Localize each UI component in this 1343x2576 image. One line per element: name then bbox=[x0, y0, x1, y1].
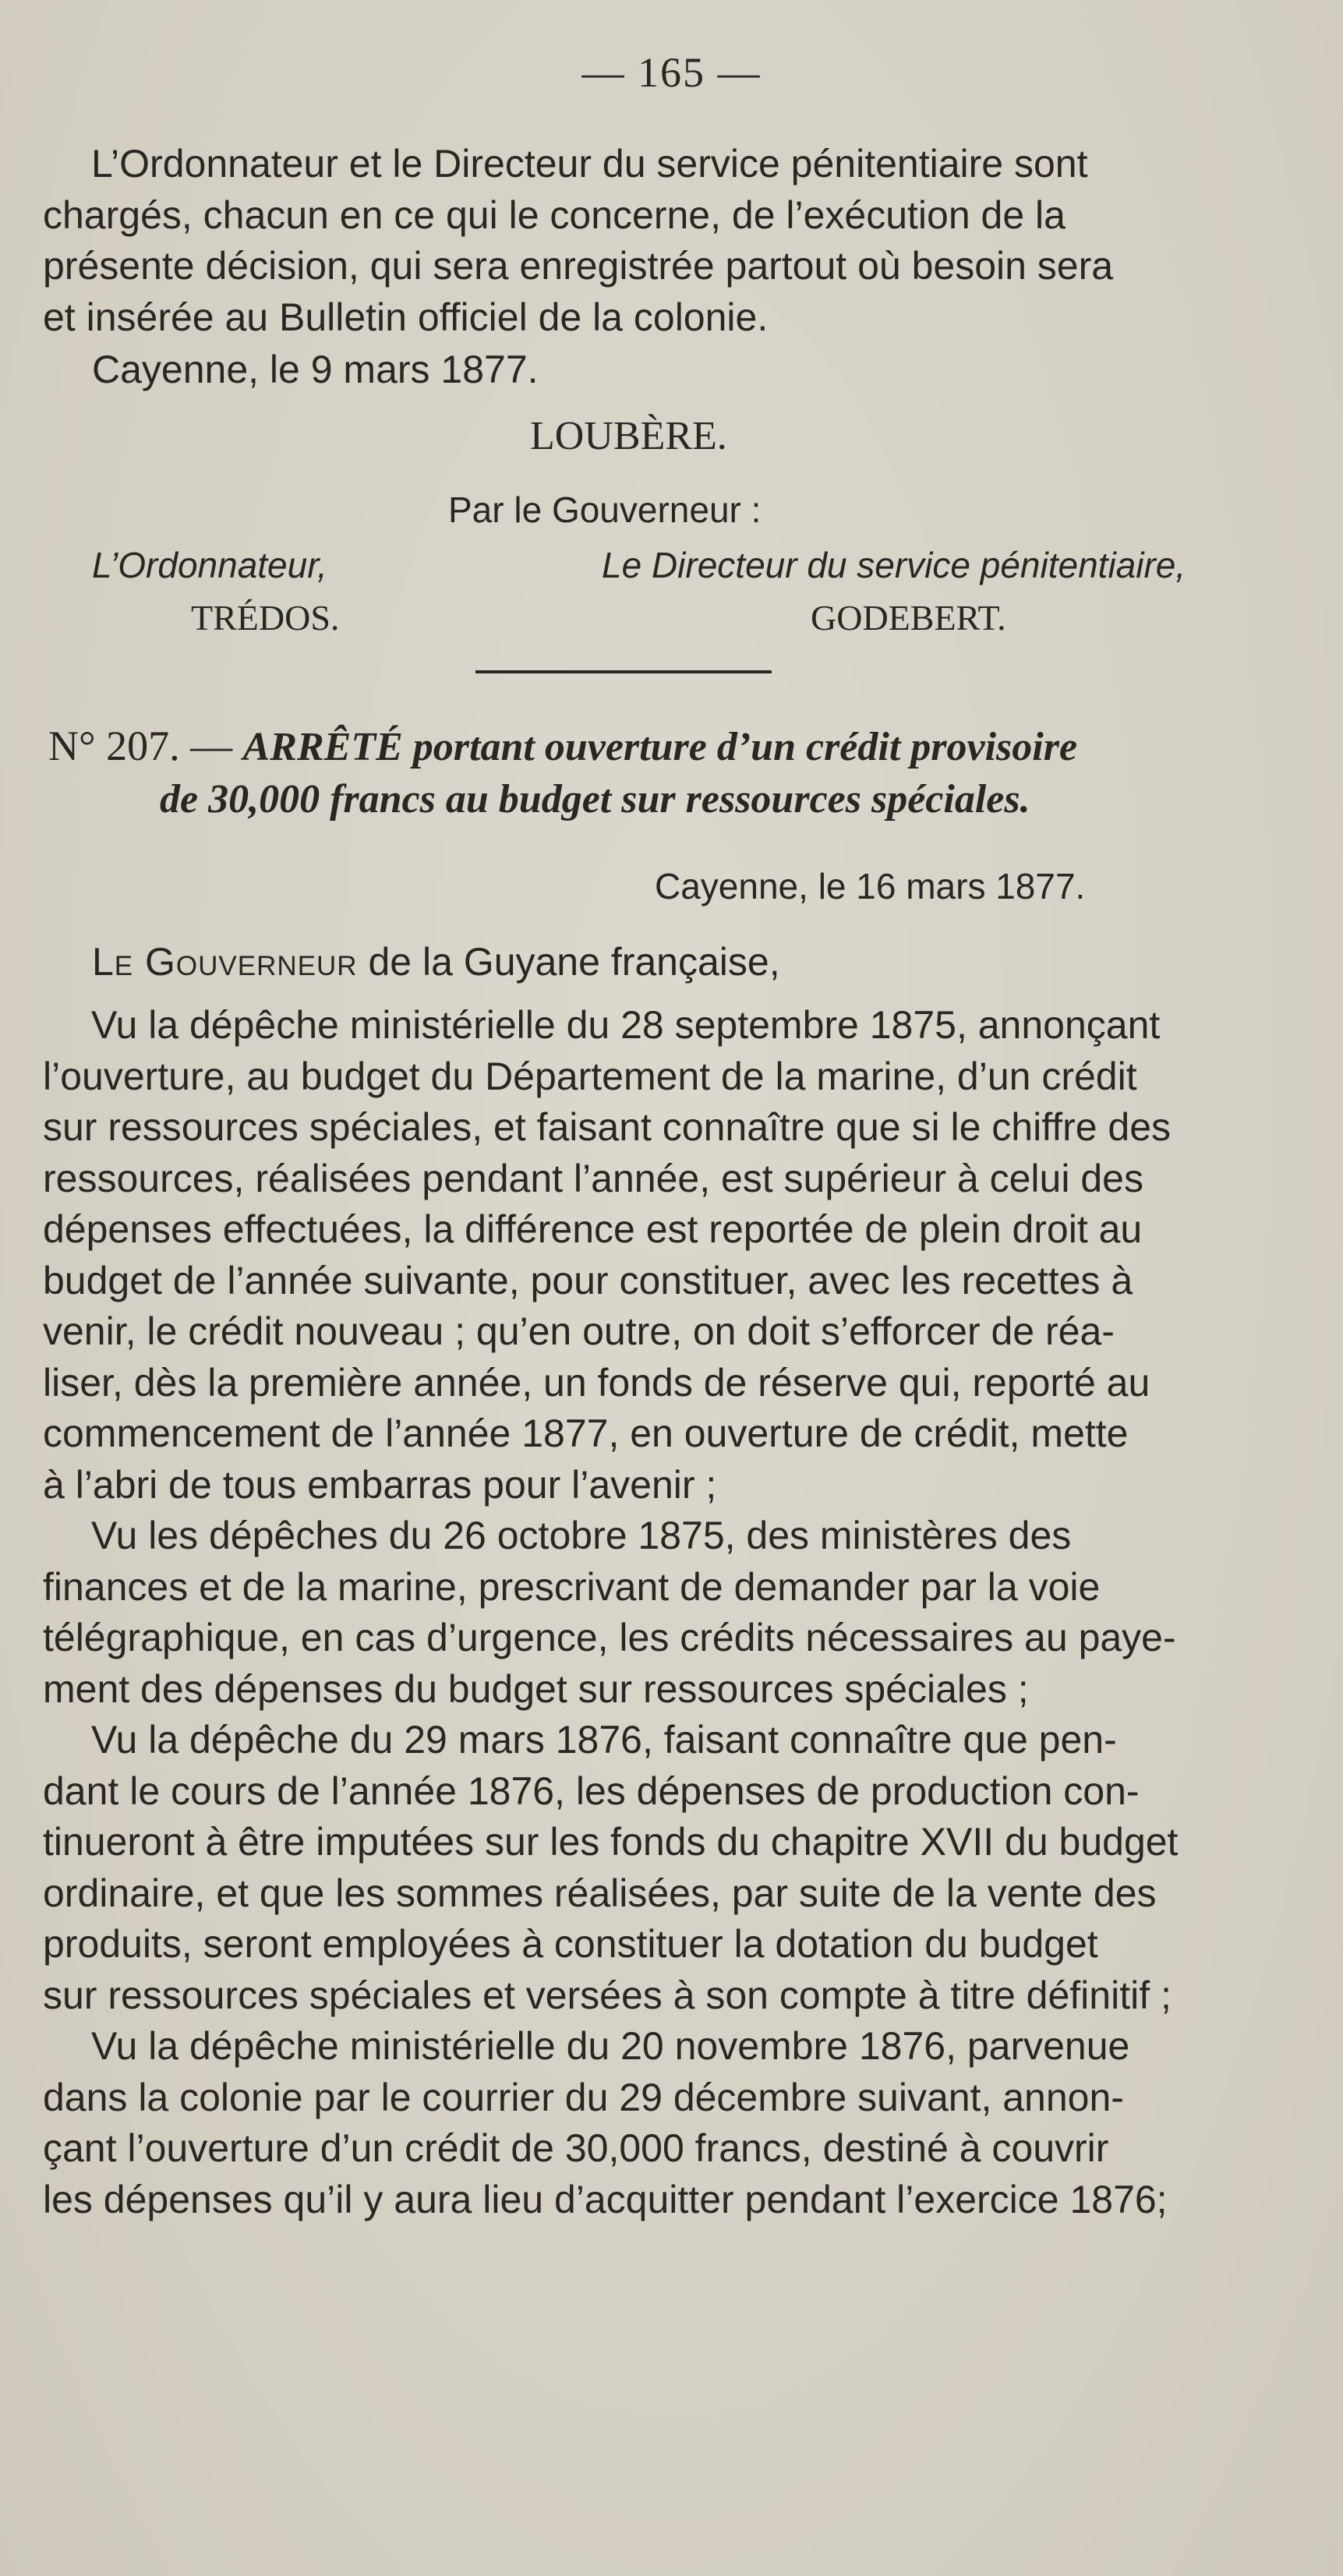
vu-line: dant le cours de l’année 1876, les dépenses de production con- bbox=[43, 1769, 1140, 1813]
place-date-2: Cayenne, le 16 mars 1877. bbox=[655, 866, 1086, 906]
vu-paragraph-2 bbox=[43, 1511, 1218, 1715]
arrete-number: N° 207. — bbox=[48, 723, 233, 769]
vu-line: Vu les dépêches du 26 octobre 1875, des ministères des bbox=[91, 1514, 1072, 1557]
right-signatory-name: GODEBERT. bbox=[811, 598, 1006, 638]
signatory-main: LOUBÈRE. bbox=[530, 414, 727, 458]
vu-line: ressources, réalisées pendant l’année, est supérieur à celui des bbox=[43, 1156, 1143, 1200]
intro-line: et insérée au Bulletin officiel de la colonie. bbox=[43, 295, 769, 339]
vu-line: l’ouverture, au budget du Département de la marine, d’un crédit bbox=[43, 1054, 1137, 1098]
arrete-heading-text: ARRÊTÉ portant ouverture d’un crédit provisoire bbox=[242, 725, 1078, 769]
vu-line: Vu la dépêche du 29 mars 1876, faisant connaître que pen- bbox=[91, 1718, 1117, 1762]
vu-line: Vu la dépêche ministérielle du 28 septembre 1875, annonçant bbox=[91, 1003, 1161, 1047]
vu-line: budget de l’année suivante, pour constituer, avec les recettes à bbox=[43, 1258, 1133, 1302]
vu-line: dans la colonie par le courrier du 29 décembre suivant, annon- bbox=[43, 2075, 1124, 2119]
vu-line: à l’abri de tous embarras pour l’avenir ; bbox=[43, 1462, 717, 1507]
vu-line: çant l’ouverture d’un crédit de 30,000 francs, destiné à couvrir bbox=[43, 2126, 1109, 2170]
vu-line: commencement de l’année 1877, en ouverture de crédit, mette bbox=[43, 1412, 1129, 1455]
vu-line: tinueront à être imputées sur les fonds du chapitre XVII du budget bbox=[43, 1820, 1179, 1864]
section-divider bbox=[475, 670, 772, 673]
vu-line: dépenses effectuées, la différence est reportée de plein droit au bbox=[43, 1207, 1143, 1251]
intro-paragraph bbox=[43, 139, 1218, 343]
vu-line: ordinaire, et que les sommes réalisées, par suite de la vente des bbox=[43, 1871, 1157, 1915]
vu-line: Vu la dépêche ministérielle du 20 novembre 1876, parvenue bbox=[91, 2024, 1130, 2068]
vu-line: venir, le crédit nouveau ; qu’en outre, on doit s’efforcer de réa- bbox=[43, 1309, 1115, 1353]
vu-line: les dépenses qu’il y aura lieu d’acquitter pendant l’exercice 1876; bbox=[43, 2177, 1168, 2221]
intro-line: présente décision, qui sera enregistrée partout où besoin sera bbox=[43, 244, 1114, 288]
arrete-heading-line-1 bbox=[48, 722, 1077, 770]
vu-line: ment des dépenses du budget sur ressources spéciales ; bbox=[43, 1666, 1029, 1711]
gouverneur-rest: de la Guyane française, bbox=[368, 940, 780, 984]
right-signatory-title: Le Directeur du service pénitentiaire, bbox=[602, 545, 1186, 585]
intro-line: chargés, chacun en ce qui le concerne, de l’exécution de la bbox=[43, 193, 1066, 237]
vu-paragraph-3 bbox=[43, 1715, 1218, 2021]
left-signatory-title: L’Ordonnateur, bbox=[92, 545, 327, 585]
gouverneur-line bbox=[92, 939, 780, 984]
vu-line: produits, seront employées à constituer la dotation du budget bbox=[43, 1922, 1098, 1966]
vu-line: sur ressources spéciales et versées à son compte à titre définitif ; bbox=[43, 1973, 1172, 2017]
vu-line: sur ressources spéciales, et faisant connaître que si le chiffre des bbox=[43, 1105, 1172, 1149]
place-date-1: Cayenne, le 9 mars 1877. bbox=[92, 348, 539, 391]
vu-line: télégraphique, en cas d’urgence, les crédits nécessaires au paye- bbox=[43, 1616, 1176, 1659]
gouverneur-smallcaps: Le Gouverneur bbox=[92, 940, 358, 984]
vu-paragraph-4 bbox=[43, 2021, 1218, 2225]
vu-line: liser, dès la première année, un fonds de réserve qui, reporté au bbox=[43, 1360, 1150, 1405]
par-le-gouverneur: Par le Gouverneur : bbox=[448, 489, 762, 530]
page-number: — 165 — bbox=[581, 49, 762, 96]
vu-line: finances et de la marine, prescrivant de demander par la voie bbox=[43, 1564, 1101, 1609]
vu-paragraph-1 bbox=[43, 1000, 1218, 1511]
left-signatory-name: TRÉDOS. bbox=[191, 598, 340, 638]
arrete-heading-line-2: de 30,000 francs au budget sur ressources spéciales. bbox=[160, 777, 1030, 822]
intro-line: L’Ordonnateur et le Directeur du service pénitentiaire sont bbox=[91, 142, 1088, 186]
